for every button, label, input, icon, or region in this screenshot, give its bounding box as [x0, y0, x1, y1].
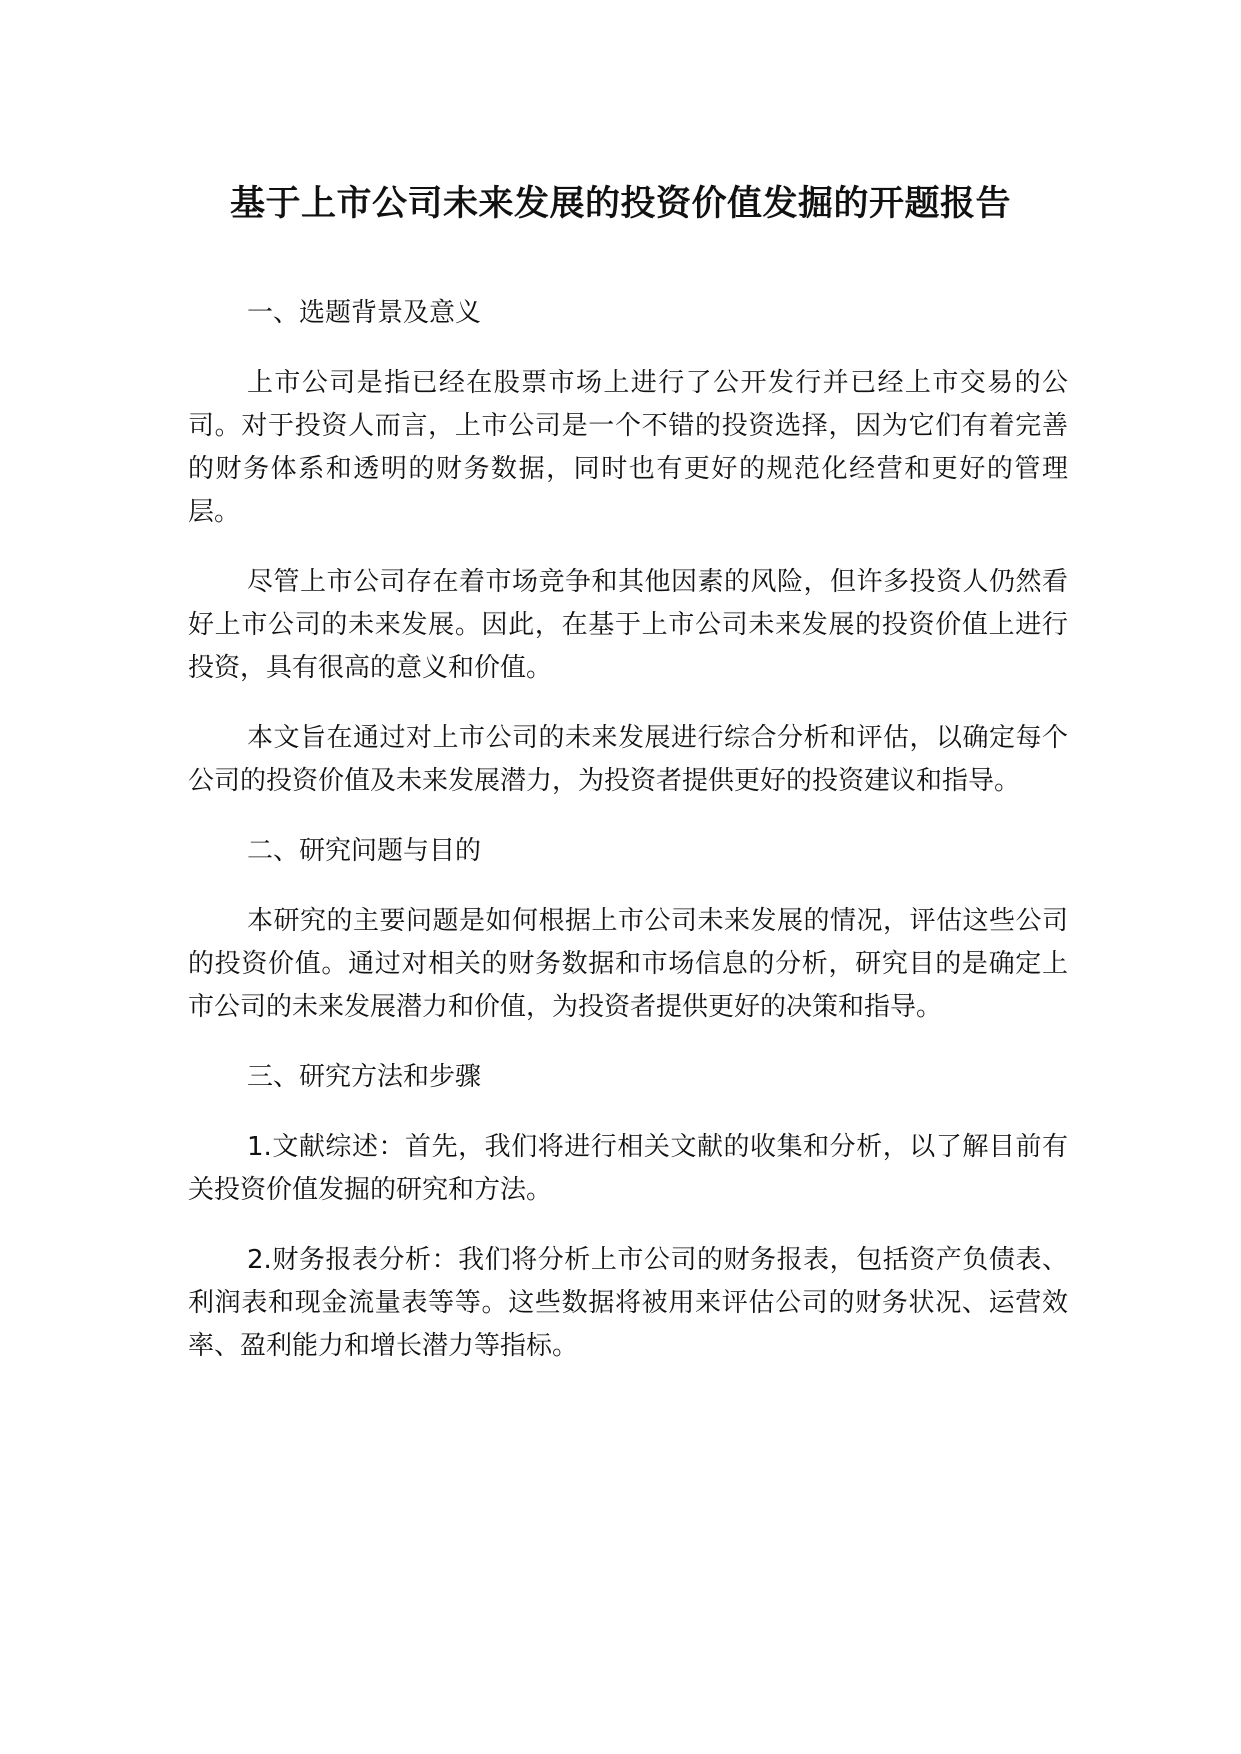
document-body	[188, 292, 1068, 1395]
paragraph: 本文旨在通过对上市公司的未来发展进行综合分析和评估，以确定每个公司的投资价值及未来发展潜力，为投资者提供更好的投资建议和指导。	[188, 723, 1068, 796]
section-heading: 一、选题背景及意义	[247, 298, 482, 328]
section-research-question	[188, 830, 1068, 1029]
paragraph: 上市公司是指已经在股票市场上进行了公开发行并已经上市交易的公司。对于投资人而言，上市公司是一个不错的投资选择，因为它们有着完善的财务体系和透明的财务数据，同时也有更好的规范化经营和更好的管理层。	[188, 368, 1068, 527]
paragraph: 本研究的主要问题是如何根据上市公司未来发展的情况，评估这些公司的投资价值。通过对相关的财务数据和市场信息的分析，研究目的是确定上市公司的未来发展潜力和价值，为投资者提供更好的决策和指导。	[188, 906, 1068, 1022]
document-title: 基于上市公司未来发展的投资价值发掘的开题报告	[229, 184, 1011, 224]
paragraph: 尽管上市公司存在着市场竞争和其他因素的风险，但许多投资人仍然看好上市公司的未来发展。因此，在基于上市公司未来发展的投资价值上进行投资，具有很高的意义和价值。	[188, 567, 1068, 683]
section-methods	[188, 1056, 1068, 1368]
paragraph: 2.财务报表分析：我们将分析上市公司的财务报表，包括资产负债表、利润表和现金流量表等等。这些数据将被用来评估公司的财务状况、运营效率、盈利能力和增长潜力等指标。	[188, 1245, 1068, 1361]
section-heading: 二、研究问题与目的	[247, 836, 482, 866]
section-background	[188, 292, 1068, 803]
paragraph: 1.文献综述：首先，我们将进行相关文献的收集和分析，以了解目前有关投资价值发掘的研究和方法。	[188, 1132, 1068, 1205]
section-heading: 三、研究方法和步骤	[247, 1062, 482, 1092]
